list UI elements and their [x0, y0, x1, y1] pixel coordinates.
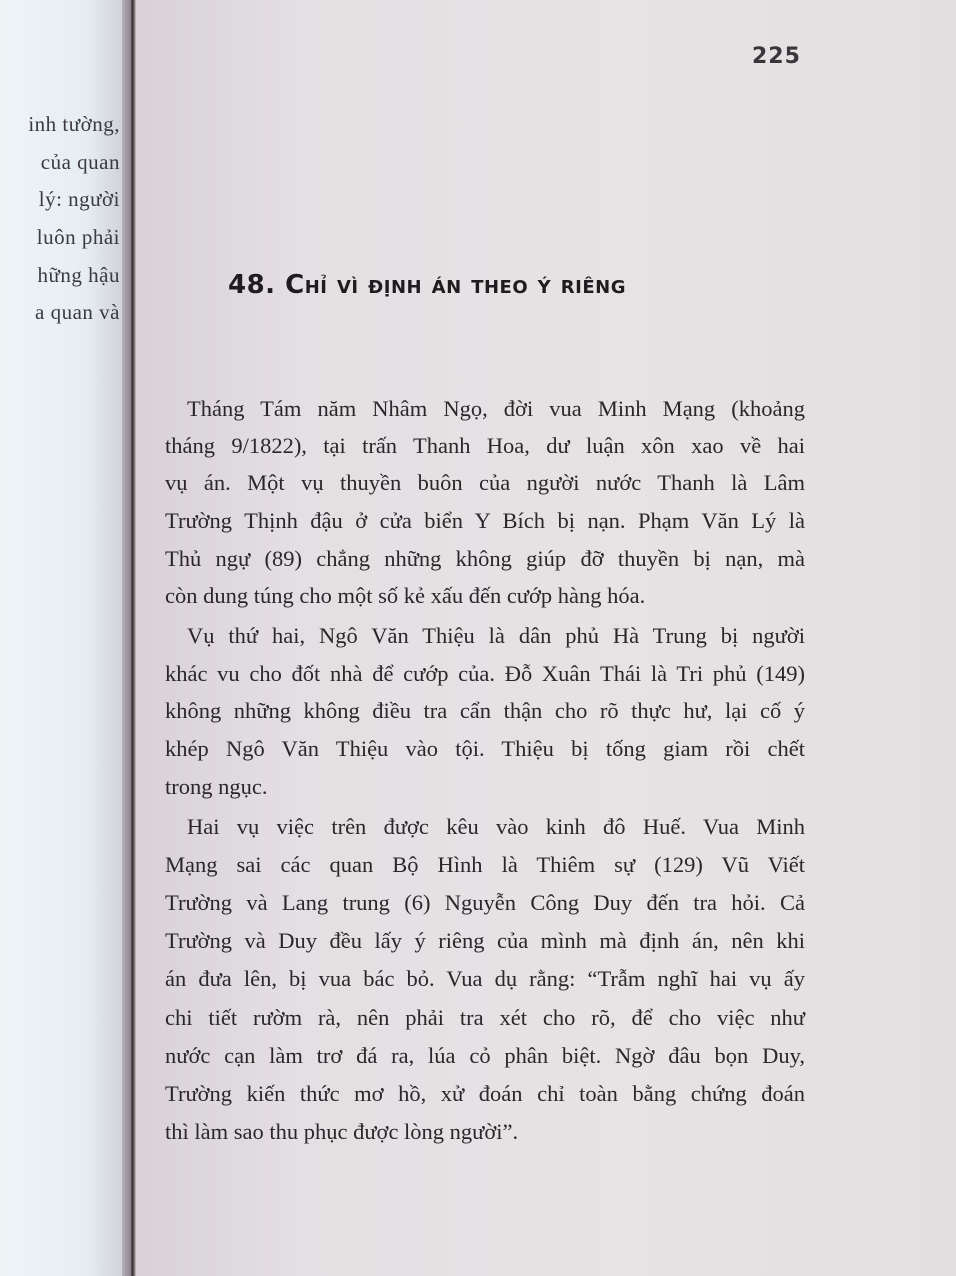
text-line: Trường Thịnh đậu ở cửa biển Y Bích bị nạn. Phạm Văn Lý là — [165, 508, 805, 533]
left-page-line: lý: người — [38, 187, 120, 211]
text-line: vụ án. Một vụ thuyền buôn của người nước Thanh là Lâm — [165, 470, 805, 495]
text-line: khép Ngô Văn Thiệu vào tội. Thiệu bị tống giam rồi chết — [165, 736, 805, 761]
book-spine — [122, 0, 136, 1276]
text-line: Tháng Tám năm Nhâm Ngọ, đời vua Minh Mạng (khoảng — [187, 396, 805, 421]
text-line: nước cạn làm trơ đá ra, lúa cỏ phân biệt. Ngờ đâu bọn Duy, — [165, 1043, 805, 1068]
text-line: án đưa lên, bị vua bác bỏ. Vua dụ rằng: “Trẫm nghĩ hai vụ ấy — [165, 966, 805, 991]
text-line: còn dung túng cho một số kẻ xấu đến cướp hàng hóa. — [165, 583, 646, 608]
text-line: Mạng sai các quan Bộ Hình là Thiêm sự (129) Vũ Viết — [165, 852, 805, 877]
left-page-line: của quan — [40, 150, 120, 174]
text-line: Trường và Duy đều lấy ý riêng của mình mà định án, nên khi — [165, 928, 805, 953]
text-line: chi tiết rườm rà, nên phải tra xét cho rõ, để cho việc như — [165, 1005, 805, 1030]
left-page-line: a quan và — [35, 300, 120, 324]
text-line: Trường kiến thức mơ hồ, xử đoán chỉ toàn bằng chứng đoán — [165, 1081, 805, 1106]
text-line: khác vu cho đốt nhà để cướp của. Đỗ Xuân Thái là Tri phủ (149) — [165, 661, 805, 686]
left-page-line: inh tường, — [28, 112, 120, 136]
left-page-line: luôn phải — [36, 225, 120, 249]
text-line: Trường và Lang trung (6) Nguyễn Công Duy đến tra hỏi. Cả — [165, 890, 805, 915]
page-number: 225 — [752, 44, 801, 69]
text-line: không những không điều tra cẩn thận cho rõ thực hư, lại cố ý — [165, 698, 805, 723]
text-line: tháng 9/1822), tại trấn Thanh Hoa, dư luận xôn xao về hai — [165, 433, 805, 458]
text-line: Hai vụ việc trên được kêu vào kinh đô Huế. Vua Minh — [187, 814, 805, 839]
chapter-title: 48. Chỉ vì định án theo ý riêng — [228, 270, 626, 300]
text-line: Vụ thứ hai, Ngô Văn Thiệu là dân phủ Hà Trung bị người — [187, 623, 805, 648]
left-page-line: hững hậu — [37, 263, 120, 287]
text-line: trong ngục. — [165, 774, 268, 799]
text-line: Thủ ngự (89) chẳng những không giúp đỡ thuyền bị nạn, mà — [165, 546, 805, 571]
text-line: thì làm sao thu phục được lòng người”. — [165, 1119, 519, 1144]
